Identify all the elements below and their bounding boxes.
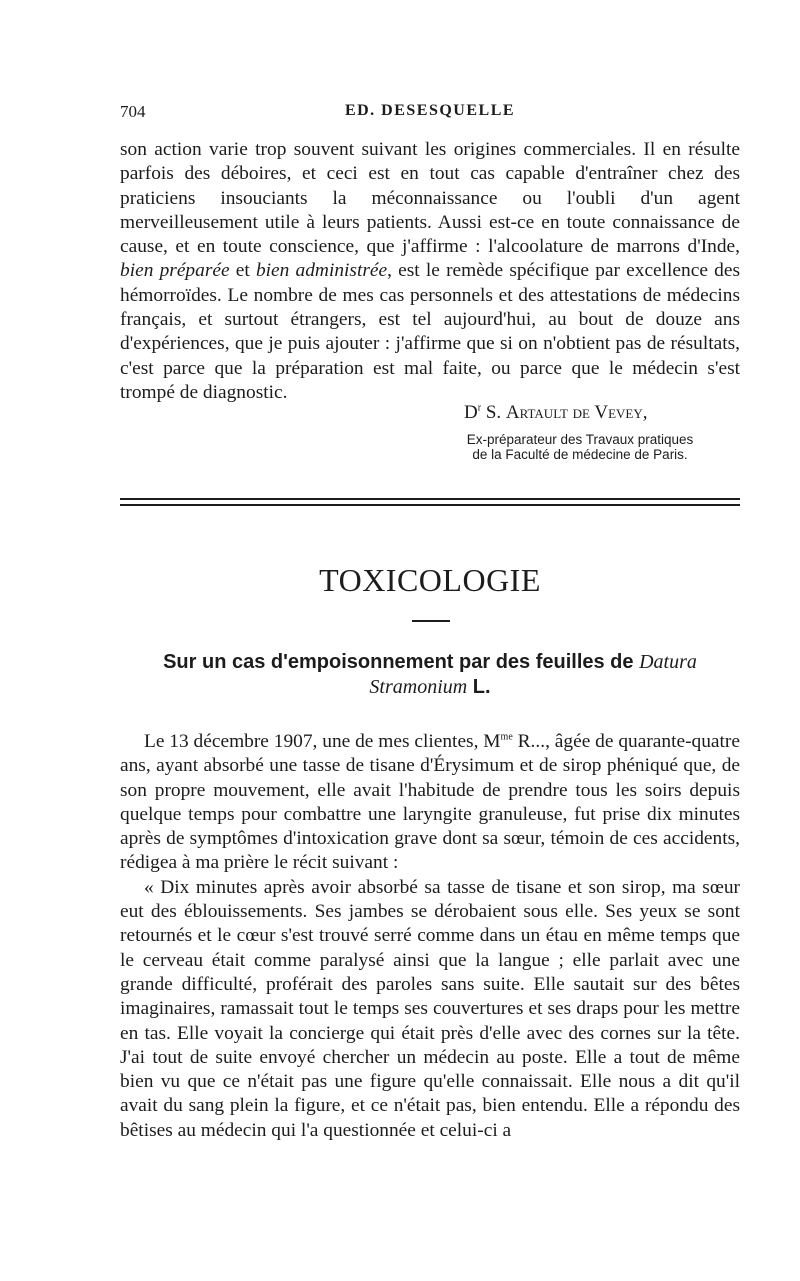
quoted-paragraph: « Dix minutes après avoir absorbé sa tasse de tisane et son sirop, ma sœur eut des éblouissements. Ses jambes se dérobaient sous elle. Ses yeux se sont retournés et le cœur s'est trouvé serré comme dans un étau en même temps que le cerveau était comme paralysé ainsi que la langue ; elle parlait avec une grande difficulté, proférait des paroles sans suite. Elle sautait sur des bêtes imaginaires, ramassait tout le temps ses couvertures et ses draps pour les mettre en tas. Elle voyait la concierge qui était près d'elle avec des cornes sur la tête. J'ai tout de suite envoyé chercher un médecin au poste. Elle a tout de même bien vu que ce n'était pas une figure qu'elle connaissait. Elle nous a dit qu'il avait du sang plein la figure, et ce n'était pas, bien entendu. Elle a répondu des bêtises au médecin qui l'a questionnée et celui-ci a bbox=[120, 876, 740, 1141]
article-title bbox=[120, 650, 740, 700]
page-number: 704 bbox=[120, 102, 146, 121]
author-affiliation bbox=[420, 432, 740, 462]
author-initial: S. bbox=[485, 402, 502, 423]
divider-line bbox=[120, 504, 740, 506]
article-body bbox=[120, 730, 740, 1143]
article-title-species: Stramonium bbox=[369, 676, 468, 698]
divider-line bbox=[120, 498, 740, 500]
doctor-title: D bbox=[464, 402, 478, 423]
running-head bbox=[120, 102, 740, 126]
emphasis-text: bien préparée bbox=[120, 260, 230, 282]
paragraph-text: Le 13 décembre 1907, une de mes clientes, M bbox=[144, 731, 501, 752]
section-title: TOXICOLOGIE bbox=[319, 562, 541, 598]
body-paragraph bbox=[120, 730, 740, 876]
title-rule bbox=[412, 620, 450, 622]
paragraph-text: R..., âgée de quarante-quatre ans, ayant absorbé une tasse de tisane d'Érysimum et de sirop phéniqué que, de son propre mouvement, elle avait l'habitude de prendre tous les soirs depuis quelque temps pour combattre une laryngite granuleuse, fut prise dix minutes après de symptômes d'intoxication grave dont sa sœur, témoin de ces accidents, rédigea à ma prière le récit suivant : bbox=[120, 731, 740, 874]
affiliation-line: de la Faculté de médecine de Paris. bbox=[472, 447, 688, 462]
doctor-title-superscript: r bbox=[477, 402, 482, 414]
author-signature bbox=[464, 402, 648, 424]
paragraph-text: son action varie trop souvent suivant les origines commerciales. Il en résulte parfois des déboires, et ceci est en tout cas capable d'entraîner chez des praticiens insouciants la méconnaissance ou l'oubli d'un agent merveilleusement utile à leurs patients. Aussi est-ce en toute connaissance de cause, et en toute conscience, que j'affirme : l'alcoolature de marrons d'Inde, bbox=[120, 139, 740, 258]
article-title-end: L. bbox=[467, 676, 491, 698]
section-divider bbox=[120, 498, 740, 506]
article-title-genus: Datura bbox=[639, 651, 697, 673]
paragraph-text: , est le remède spécifique par excellence des hémorroïdes. Le nombre de mes cas personnels et des attestations de médecins français, et surtout étrangers, est tel aujourd'hui, au bout de douze ans d'expériences, que je puis ajouter : j'affirme que si on n'obtient pas de résultats, c'est parce que la préparation est mal faite, ou parce que le médecin s'est trompé de diagnostic. bbox=[120, 260, 740, 403]
paragraph-text: et bbox=[229, 260, 256, 282]
running-title: ED. DESESQUELLE bbox=[344, 102, 516, 119]
affiliation-line: Ex-préparateur des Travaux pratiques bbox=[466, 432, 694, 447]
abbreviation-superscript: me bbox=[500, 731, 513, 743]
author-name: Artault de Vevey, bbox=[505, 402, 648, 423]
article-title-text: Sur un cas d'empoisonnement par des feuilles de bbox=[163, 651, 640, 673]
emphasis-text: bien administrée bbox=[255, 260, 388, 282]
closing-paragraph bbox=[120, 138, 740, 405]
